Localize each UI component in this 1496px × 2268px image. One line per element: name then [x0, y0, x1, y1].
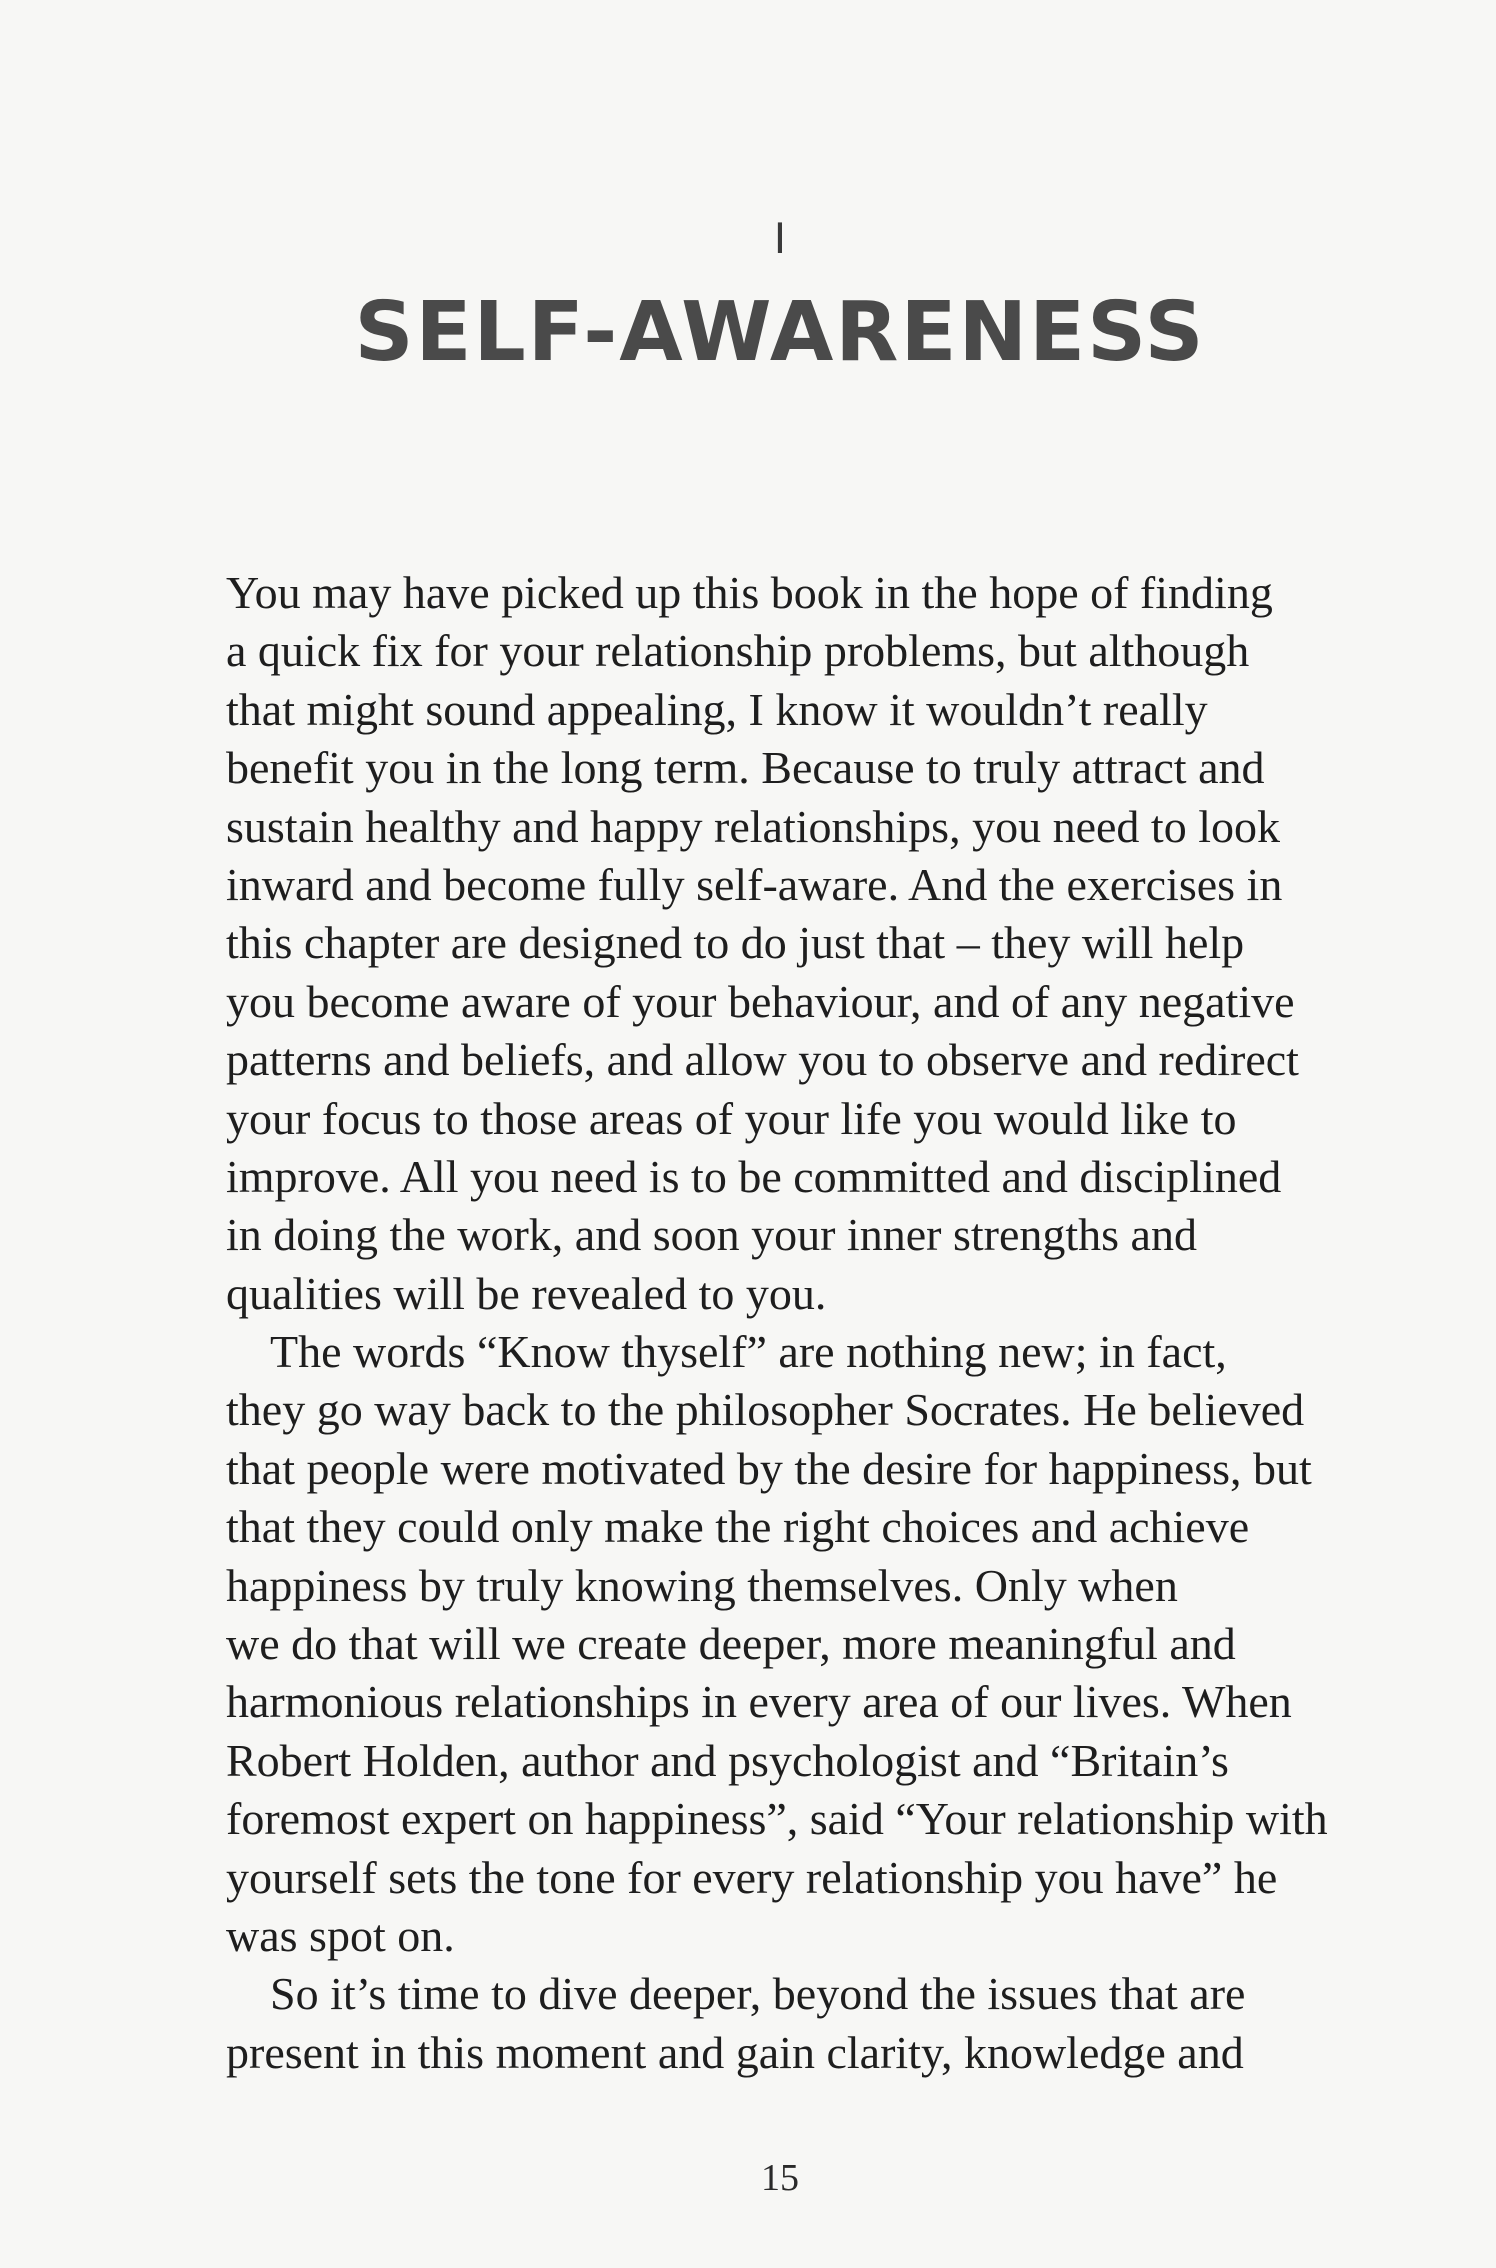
paragraph-3: [226, 1965, 1346, 2082]
text-line: qualities will be revealed to you.: [226, 1267, 827, 1319]
body-text: [226, 564, 1346, 2082]
text-line: you become aware of your behaviour, and of any negative: [226, 975, 1295, 1027]
text-line: inward and become fully self-aware. And the exercises in: [226, 858, 1283, 910]
text-line: a quick fix for your relationship problems, but although: [226, 625, 1250, 677]
text-line: present in this moment and gain clarity, knowledge and: [226, 2026, 1244, 2078]
text-line: You may have picked up this book in the hope of finding: [226, 567, 1273, 618]
text-line: in doing the work, and soon your inner strengths and: [226, 1209, 1197, 1261]
text-line: that might sound appealing, I know it wouldn’t really: [226, 683, 1208, 735]
text-line: improve. All you need is to be committed and disciplined: [226, 1150, 1282, 1202]
text-line: foremost expert on happiness”, said “Your relationship with: [226, 1793, 1328, 1845]
text-line: they go way back to the philosopher Socrates. He believed: [226, 1384, 1305, 1436]
text-line: that they could only make the right choices and achieve: [226, 1501, 1250, 1553]
text-line: that people were motivated by the desire for happiness, but: [226, 1442, 1312, 1494]
paragraph-2: [226, 1323, 1346, 1965]
text-line: So it’s time to dive deeper, beyond the issues that are: [270, 1968, 1246, 2020]
text-line: harmonious relationships in every area of our lives. When: [226, 1676, 1292, 1728]
text-line: sustain healthy and happy relationships, you need to look: [226, 800, 1280, 852]
chapter-title: SELF-AWARENESS: [354, 285, 1206, 380]
text-line: benefit you in the long term. Because to truly attract and: [226, 742, 1265, 794]
page-number: 15: [761, 2157, 799, 2199]
text-line: patterns and beliefs, and allow you to observe and redirect: [226, 1034, 1299, 1086]
text-line: this chapter are designed to do just that – they will help: [226, 917, 1245, 969]
text-line: was spot on.: [226, 1909, 455, 1961]
chapter-number: I: [773, 214, 787, 263]
text-line: your focus to those areas of your life you would like to: [226, 1092, 1237, 1144]
text-line: The words “Know thyself” are nothing new; in fact,: [270, 1326, 1227, 1378]
text-line: yourself sets the tone for every relationship you have” he: [226, 1851, 1278, 1903]
paragraph-1: [226, 564, 1346, 1323]
text-line: Robert Holden, author and psychologist and “Britain’s: [226, 1734, 1229, 1786]
text-line: happiness by truly knowing themselves. Only when: [226, 1559, 1178, 1611]
text-line: we do that will we create deeper, more meaningful and: [226, 1618, 1236, 1670]
